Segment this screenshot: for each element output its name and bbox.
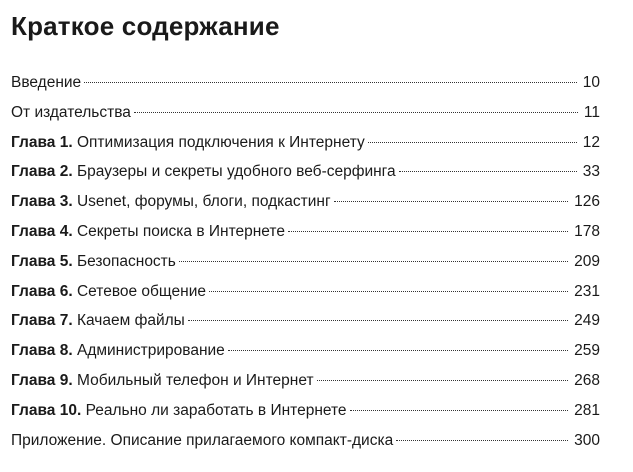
- chapter-number: Глава 2.: [11, 163, 73, 181]
- toc-entry-label: [11, 366, 314, 396]
- page-number: 10: [582, 74, 600, 91]
- toc-list: [11, 68, 600, 455]
- toc-entry-label: [11, 396, 347, 426]
- toc-entry[interactable]: [11, 426, 600, 456]
- dot-leader: [317, 380, 569, 381]
- page-title: Краткое содержание: [11, 11, 280, 41]
- dot-leader: [396, 440, 568, 441]
- toc-entry[interactable]: [11, 396, 600, 426]
- page-number: 12: [582, 133, 600, 151]
- dot-leader: [288, 231, 568, 232]
- entry-title: Мобильный телефон и Интернет: [76, 371, 314, 389]
- chapter-number: Глава 9.: [11, 371, 73, 389]
- dot-leader: [368, 142, 577, 143]
- toc-entry[interactable]: [11, 247, 600, 277]
- entry-title: От издательства: [11, 103, 131, 121]
- toc-entry[interactable]: [11, 306, 600, 336]
- entry-title: Администрирование: [76, 342, 225, 360]
- page-number: 231: [574, 282, 600, 300]
- page-number: 249: [574, 312, 600, 330]
- page-number: 178: [574, 222, 600, 240]
- entry-title: Секреты поиска в Интернете: [76, 222, 285, 240]
- entry-title: Сетевое общение: [76, 282, 206, 300]
- dot-leader: [399, 171, 577, 172]
- page-number: 209: [574, 252, 600, 270]
- chapter-number: Глава 4.: [11, 222, 73, 240]
- entry-title: Приложение. Описание прилагаемого компакт-диска: [11, 431, 394, 449]
- toc-entry[interactable]: [11, 128, 600, 158]
- dot-leader: [134, 112, 578, 113]
- chapter-number: Глава 1.: [11, 133, 73, 151]
- toc-entry[interactable]: [11, 68, 600, 98]
- toc-entry-label: [11, 68, 81, 98]
- page-number: 259: [574, 342, 600, 360]
- toc-entry-label: [11, 98, 131, 128]
- entry-title: Качаем файлы: [76, 312, 185, 330]
- page-number: 281: [574, 401, 600, 419]
- toc-entry-label: [11, 217, 285, 247]
- toc-entry[interactable]: [11, 157, 600, 187]
- dot-leader: [209, 291, 568, 292]
- dot-leader: [350, 410, 569, 411]
- chapter-number: Глава 10.: [11, 401, 82, 419]
- page-number: 268: [574, 371, 600, 389]
- toc-entry[interactable]: [11, 277, 600, 307]
- dot-leader: [228, 350, 568, 351]
- page-number: 33: [582, 163, 600, 181]
- chapter-number: Глава 3.: [11, 193, 73, 211]
- entry-title: Безопасность: [76, 252, 176, 270]
- toc-entry-label: [11, 426, 393, 456]
- entry-title: Браузеры и секреты удобного веб-серфинга: [76, 163, 396, 181]
- page-number: 300: [574, 431, 600, 449]
- entry-title: Usenet, форумы, блоги, подкастинг: [76, 193, 331, 211]
- toc-entry-label: [11, 336, 225, 366]
- chapter-number: Глава 7.: [11, 312, 73, 330]
- toc-entry[interactable]: [11, 98, 600, 128]
- toc-entry-label: [11, 128, 365, 158]
- toc-entry-label: [11, 157, 396, 187]
- page-number: 126: [574, 193, 600, 211]
- toc-entry-label: [11, 247, 176, 277]
- toc-entry[interactable]: [11, 187, 600, 217]
- dot-leader: [334, 201, 568, 202]
- dot-leader: [84, 82, 577, 83]
- toc-entry[interactable]: [11, 366, 600, 396]
- toc-entry-label: [11, 306, 185, 336]
- entry-title: Оптимизация подключения к Интернету: [76, 133, 365, 151]
- entry-title: Введение: [11, 74, 82, 91]
- toc-entry[interactable]: [11, 336, 600, 366]
- toc-entry-label: [11, 277, 206, 307]
- chapter-number: Глава 5.: [11, 252, 73, 270]
- toc-entry[interactable]: [11, 217, 600, 247]
- page-number: 11: [583, 103, 600, 121]
- chapter-number: Глава 8.: [11, 342, 73, 360]
- chapter-number: Глава 6.: [11, 282, 73, 300]
- dot-leader: [179, 261, 568, 262]
- toc-entry-label: [11, 187, 331, 217]
- dot-leader: [188, 320, 568, 321]
- entry-title: Реально ли заработать в Интернете: [85, 401, 347, 419]
